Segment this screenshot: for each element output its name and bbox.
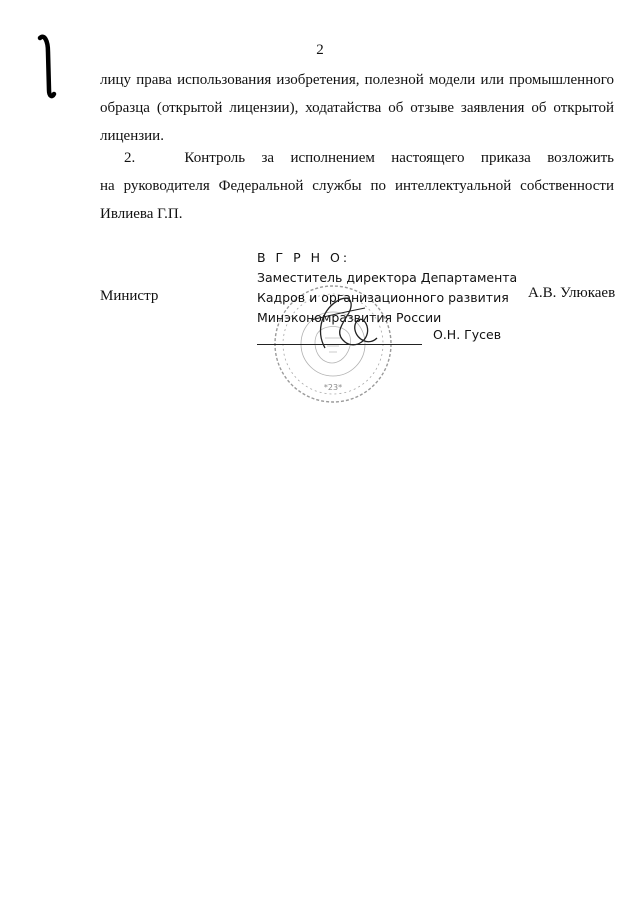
verification-line-1: Заместитель директора Департамента — [257, 270, 518, 285]
stamp-number: *23* — [323, 383, 343, 392]
paragraph-1-line-2: образца (открытой лицензии), ходатайства об отзыве заявления об открытой — [100, 100, 614, 116]
paragraph-1 — [100, 66, 614, 150]
minister-title: Министр — [100, 288, 159, 304]
paragraph-2-line-3: Ивлиева Г.П. — [100, 206, 183, 222]
paragraph-1-line-1: лицу права использования изобретения, полезной модели или промышленного — [100, 72, 614, 88]
verification-line-2: Кадров и организационного развития — [257, 290, 509, 305]
paragraph-2-line-1: 2. Контроль за исполнением настоящего приказа возложить — [124, 150, 614, 166]
verification-line-3: Минэкономразвития России — [257, 310, 442, 325]
minister-name: А.В. Улюкаев — [528, 285, 616, 301]
handwritten-signature — [305, 290, 385, 355]
paragraph-2 — [100, 144, 614, 228]
paragraph-2-line-2: на руководителя Федеральной службы по интеллектуальной собственности — [100, 178, 614, 194]
verification-heading: В Г Р Н О: — [257, 250, 351, 265]
verification-signer: О.Н. Гусев — [433, 327, 502, 342]
page-number: 2 — [316, 42, 324, 58]
paragraph-1-line-3: лицензии. — [100, 128, 164, 144]
verification-block — [257, 248, 517, 328]
margin-mark — [36, 30, 58, 100]
